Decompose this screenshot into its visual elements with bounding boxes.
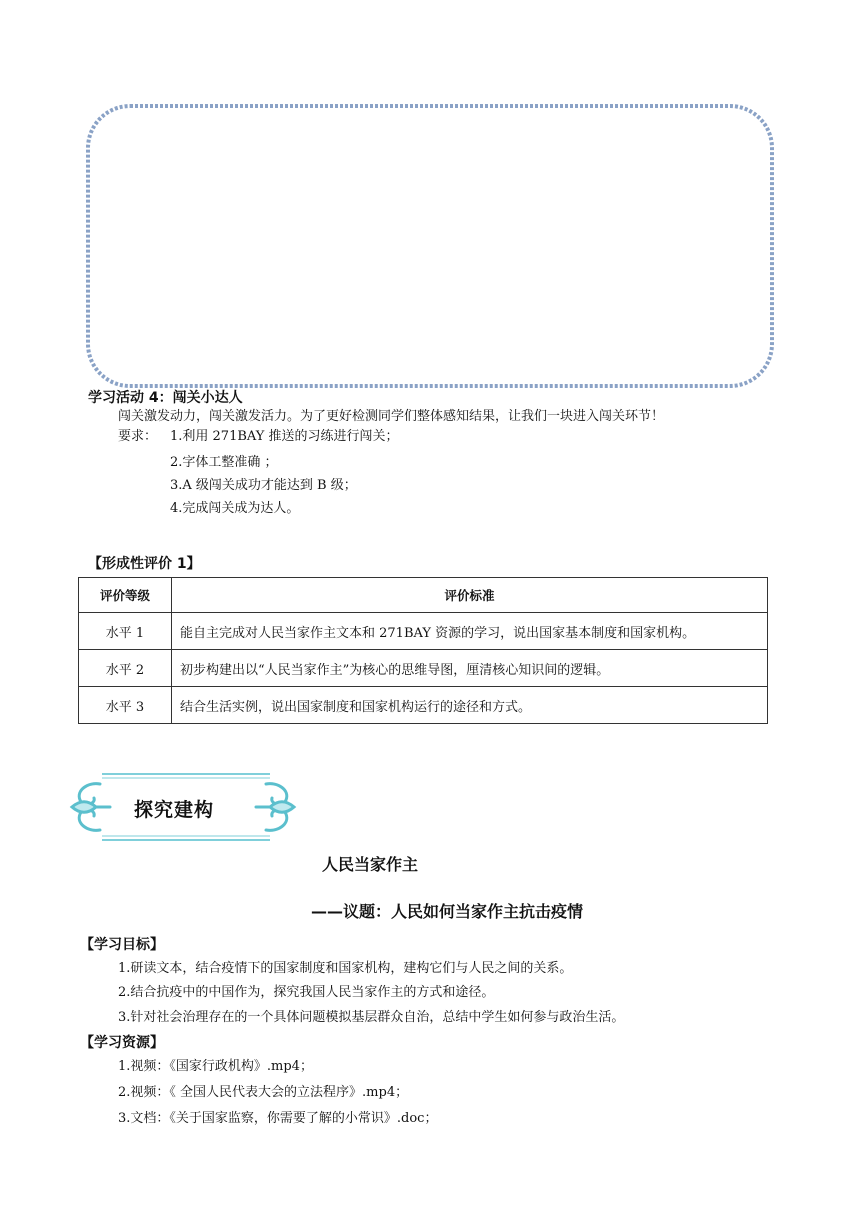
criterion-cell: 能自主完成对人民当家作主文本和 271BAY 资源的学习，说出国家基本制度和国家机构。	[172, 613, 768, 650]
requirement-item: 4.完成闯关成为达人。	[170, 501, 300, 516]
level-cell: 水平 2	[79, 650, 172, 687]
lesson-title: 人民当家作主	[322, 855, 419, 874]
resource-item: 1.视频：《国家行政机构》.mp4；	[118, 1059, 313, 1074]
activity-intro: 闯关激发动力，闯关激发活力。为了更好检测同学们整体感知结果，让我们一块进入闯关环节！	[118, 409, 665, 424]
table-header-row	[79, 578, 768, 613]
left-flourish-icon	[72, 784, 110, 831]
resource-item: 3.文档：《关于国家监察，你需要了解的小常识》.doc；	[118, 1111, 438, 1126]
requirement-item: 2.字体工整准确 ；	[170, 455, 278, 470]
resource-item: 2.视频：《 全国人民代表大会的立法程序》.mp4；	[118, 1085, 409, 1100]
requirement-item: 1.利用 271BAY 推送的习练进行闯关；	[170, 429, 399, 444]
level-cell: 水平 3	[79, 687, 172, 724]
activity-title: 学习活动 4：闯关小达人	[88, 390, 243, 406]
evaluation-title: 【形成性评价 1】	[88, 556, 201, 572]
level-cell: 水平 1	[79, 613, 172, 650]
lesson-subtitle: ——议题：人民如何当家作主抗击疫情	[311, 902, 584, 921]
dashed-frame	[86, 104, 774, 388]
table-row	[79, 613, 768, 650]
resources-title: 【学习资源】	[80, 1035, 164, 1051]
criterion-cell: 结合生活实例，说出国家制度和国家机构运行的途径和方式。	[172, 687, 768, 724]
requirements-label: 要求：	[118, 429, 158, 444]
header-criterion: 评价标准	[172, 578, 768, 613]
requirement-item: 3.A 级闯关成功才能达到 B 级；	[170, 478, 357, 493]
criterion-cell: 初步构建出以“人民当家作主”为核心的思维导图，厘清核心知识间的逻辑。	[172, 650, 768, 687]
goals-title: 【学习目标】	[80, 937, 164, 953]
banner-label: 探究建构	[134, 799, 215, 821]
evaluation-table	[78, 577, 768, 724]
table-row	[79, 650, 768, 687]
table-row	[79, 687, 768, 724]
header-level: 评价等级	[79, 578, 172, 613]
right-flourish-icon	[256, 784, 294, 831]
goal-item: 3.针对社会治理存在的一个具体问题模拟基层群众自治，总结中学生如何参与政治生活。	[118, 1010, 625, 1025]
goal-item: 2.结合抗疫中的中国作为，探究我国人民当家作主的方式和途径。	[118, 985, 495, 1000]
goal-item: 1.研读文本，结合疫情下的国家制度和国家机构，建构它们与人民之间的关系。	[118, 961, 573, 976]
